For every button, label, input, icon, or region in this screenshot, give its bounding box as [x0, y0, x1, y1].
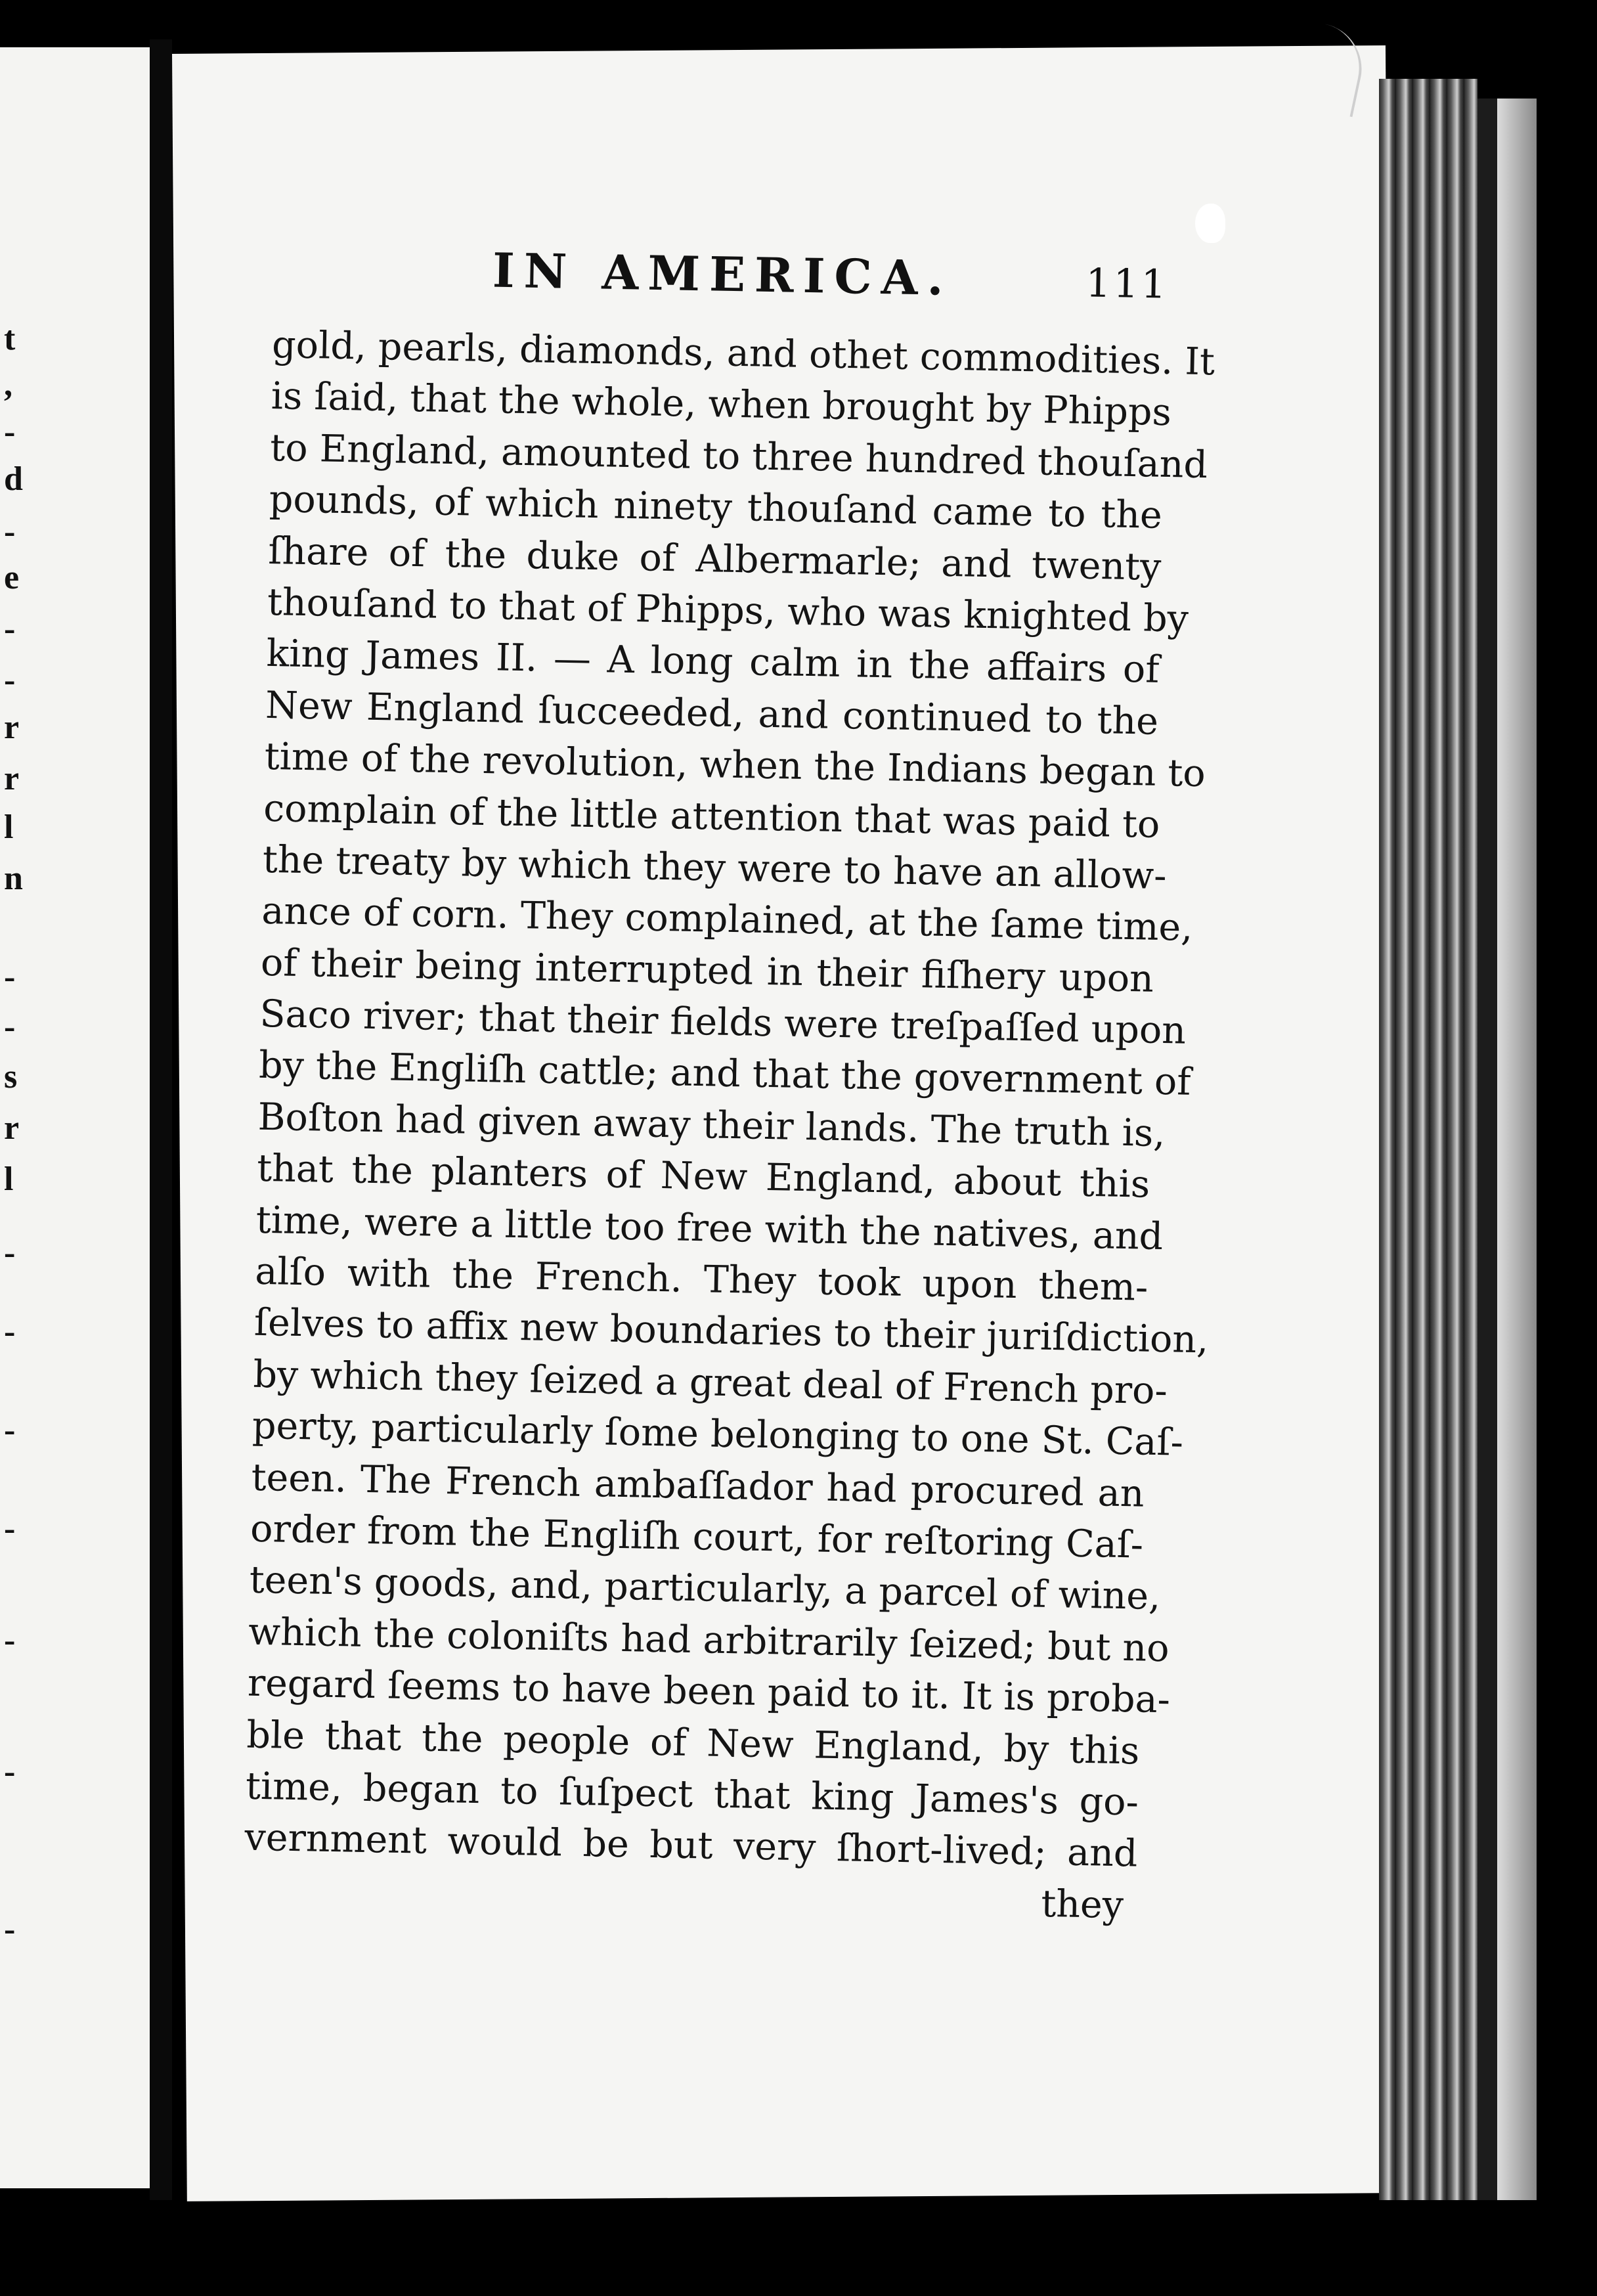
text-line: ance of corn. They complained, at the ſame time,	[261, 889, 1193, 950]
left-margin-char: r	[4, 709, 20, 746]
text-line: the treaty by which they were to have an allow-	[262, 837, 1168, 898]
text-line: order from the Engliſh court, for reſtoring Caſ-	[250, 1507, 1144, 1567]
left-margin-char: -	[4, 1753, 16, 1790]
text-line: by which they ſeized a great deal of French pro-	[252, 1352, 1168, 1413]
book-cover-edge	[1497, 99, 1537, 2200]
page-number: 111	[1085, 260, 1170, 308]
text-line: teen's goods, and, particularly, a parcel of wine,	[249, 1558, 1161, 1619]
text-line: pounds, of which ninety thouſand came to the	[269, 477, 1163, 538]
left-margin-char: r	[4, 1109, 20, 1147]
text-line: gold, pearls, diamonds, and othet commodities. It	[271, 322, 1215, 384]
left-margin-char: n	[4, 860, 23, 897]
left-margin-char: -	[4, 1510, 16, 1547]
left-margin-char: d	[4, 460, 23, 498]
left-margin-char: -	[4, 1234, 16, 1271]
text-line: of their being interrupted in their fiſhery upon	[260, 940, 1154, 1001]
body-text	[243, 319, 1215, 1932]
text-line: perty, particularly ſome belonging to one St. Caſ-	[252, 1403, 1184, 1465]
catchword: they	[1040, 1882, 1124, 1927]
text-line: teen. The French ambaſſador had procured an	[251, 1455, 1145, 1516]
left-margin-char: ,	[4, 366, 12, 403]
text-line: thouſand to that of Phipps, who was knighted by	[267, 580, 1189, 641]
text-line: regard ſeems to have been paid to it. It is proba-	[247, 1661, 1171, 1722]
left-margin-char: -	[4, 661, 16, 699]
left-margin-char: e	[4, 559, 20, 596]
left-page-fragment	[0, 47, 150, 2188]
text-line: time, were a little too free with the natives, and	[255, 1198, 1164, 1258]
left-margin-char: r	[4, 760, 20, 797]
book-gutter	[150, 39, 172, 2200]
text-line: Boſton had given away their lands. The truth is,	[257, 1095, 1166, 1155]
text-line: time of the revolution, when the Indians began to	[264, 735, 1206, 796]
text-line: is ſaid, that the whole, when brought by Phipps	[271, 374, 1172, 435]
page-edge-shadow	[1477, 99, 1497, 2200]
text-line: by the Engliſh cattle; and that the government of	[258, 1044, 1192, 1105]
left-margin-char: -	[4, 1910, 16, 1948]
text-line: ble that the people of New England, by this	[246, 1713, 1140, 1773]
left-margin-char: -	[4, 413, 16, 451]
left-margin-char: l	[4, 808, 14, 846]
left-margin-char: t	[4, 320, 16, 357]
left-margin-char: -	[4, 1008, 16, 1046]
left-margin-char: -	[4, 1411, 16, 1449]
left-margin-char: l	[4, 1160, 14, 1198]
text-line: king James II. — A long calm in the affairs of	[266, 632, 1160, 692]
text-line: to England, amounted to three hundred thouſand	[269, 426, 1208, 487]
text-line: time, began to ſuſpect that king James's go-	[245, 1764, 1139, 1824]
text-line: which the coloniſts had arbitrarily ſeized; but no	[248, 1610, 1170, 1671]
text-line: Saco river; that their fields were treſpaſſed upon	[259, 992, 1187, 1053]
text-line: ſelves to affix new boundaries to their juriſdiction,	[253, 1301, 1209, 1362]
page-edges-stack	[1379, 79, 1477, 2200]
text-line: that the planters of New England, about this	[256, 1147, 1150, 1206]
left-margin-char: s	[4, 1058, 18, 1095]
left-margin-char: -	[4, 958, 16, 996]
left-margin-char: -	[4, 1313, 16, 1350]
text-line: New England ſucceeded, and continued to the	[265, 683, 1159, 743]
left-margin-char: -	[4, 610, 16, 648]
running-head-title: IN AMERICA.	[492, 242, 953, 306]
left-margin-char: -	[4, 513, 16, 550]
text-line: vernment would be but very ſhort-lived; and	[244, 1815, 1139, 1876]
paper-blemish	[1195, 204, 1225, 243]
text-line: alſo with the French. They took upon them-	[254, 1249, 1149, 1310]
text-line: ſhare of the duke of Albermarle; and twenty	[267, 529, 1162, 589]
left-margin-char: -	[4, 1622, 16, 1659]
text-line: complain of the little attention that was paid to	[263, 786, 1160, 847]
